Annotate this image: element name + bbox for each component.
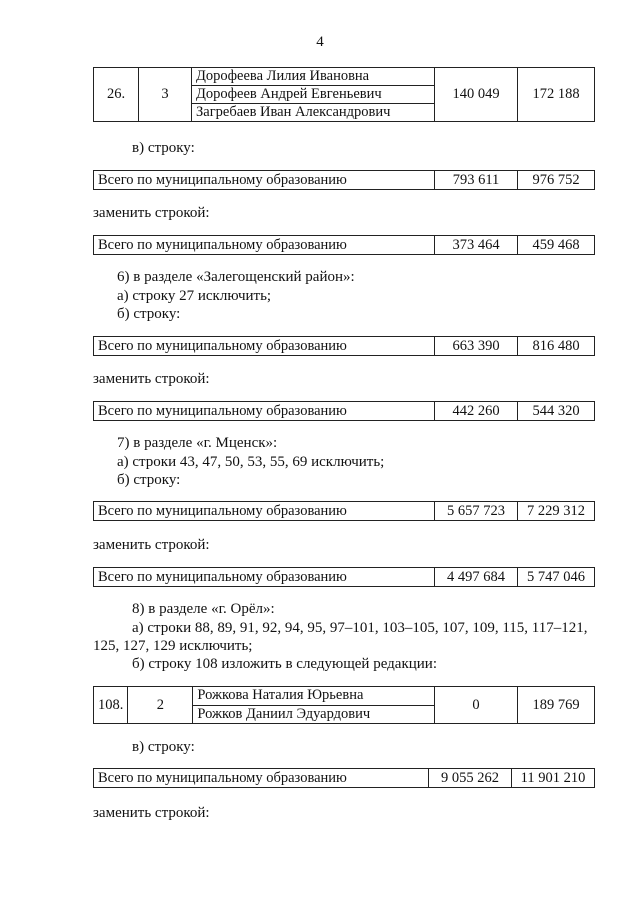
total-value-2: 5 747 046 bbox=[518, 568, 595, 587]
total-label: Всего по муниципальному образованию bbox=[94, 171, 435, 190]
total-value-2: 459 468 bbox=[518, 236, 595, 255]
paragraph-text: заменить строкой: bbox=[93, 371, 210, 387]
member-count: 3 bbox=[139, 68, 192, 122]
value-1: 140 049 bbox=[435, 68, 518, 122]
total-value-1: 442 260 bbox=[435, 402, 518, 421]
total-label: Всего по муниципальному образованию bbox=[94, 502, 435, 521]
total-row bbox=[93, 401, 595, 421]
total-row bbox=[93, 501, 595, 521]
section-heading: 6) в разделе «Залегощенский район»: bbox=[117, 269, 355, 285]
paragraph-text: в) строку: bbox=[132, 739, 195, 755]
member-count: 2 bbox=[128, 687, 193, 724]
paragraph-text: заменить строкой: bbox=[93, 805, 210, 821]
paragraph-text: заменить строкой: bbox=[93, 205, 210, 221]
member-name: Рожкова Наталия Юрьевна bbox=[193, 687, 435, 706]
total-row bbox=[93, 170, 595, 190]
value-1: 0 bbox=[435, 687, 518, 724]
total-value-2: 11 901 210 bbox=[512, 769, 595, 788]
paragraph-text: а) строки 43, 47, 50, 53, 55, 69 исключить; bbox=[117, 454, 385, 470]
total-value-2: 976 752 bbox=[518, 171, 595, 190]
total-value-1: 4 497 684 bbox=[435, 568, 518, 587]
family-row-108 bbox=[93, 686, 595, 724]
paragraph-text: заменить строкой: bbox=[93, 537, 210, 553]
total-label: Всего по муниципальному образованию bbox=[94, 402, 435, 421]
total-value-1: 9 055 262 bbox=[429, 769, 512, 788]
total-label: Всего по муниципальному образованию bbox=[94, 337, 435, 356]
total-label: Всего по муниципальному образованию bbox=[94, 236, 435, 255]
member-name: Загребаев Иван Александрович bbox=[192, 104, 435, 122]
member-name: Дорофеев Андрей Евгеньевич bbox=[192, 86, 435, 104]
total-row bbox=[93, 336, 595, 356]
member-name: Рожков Даниил Эдуардович bbox=[193, 705, 435, 724]
total-value-2: 7 229 312 bbox=[518, 502, 595, 521]
member-name: Дорофеева Лилия Ивановна bbox=[192, 68, 435, 86]
total-value-1: 663 390 bbox=[435, 337, 518, 356]
row-number: 26. bbox=[94, 68, 139, 122]
paragraph-text: б) строку: bbox=[117, 472, 181, 488]
value-2: 189 769 bbox=[518, 687, 595, 724]
paragraph-text: б) строку 108 изложить в следующей редакции: bbox=[132, 656, 437, 672]
total-row bbox=[93, 768, 595, 788]
paragraph-text: а) строку 27 исключить; bbox=[117, 288, 272, 304]
value-2: 172 188 bbox=[518, 68, 595, 122]
total-value-1: 5 657 723 bbox=[435, 502, 518, 521]
total-value-2: 544 320 bbox=[518, 402, 595, 421]
row-number: 108. bbox=[94, 687, 128, 724]
paragraph-text: б) строку: bbox=[117, 306, 181, 322]
total-value-1: 793 611 bbox=[435, 171, 518, 190]
paragraph-text: в) строку: bbox=[132, 140, 195, 156]
family-row-26 bbox=[93, 67, 595, 122]
total-value-2: 816 480 bbox=[518, 337, 595, 356]
page-number: 4 bbox=[316, 34, 324, 50]
section-heading: 7) в разделе «г. Мценск»: bbox=[117, 435, 278, 451]
total-row bbox=[93, 235, 595, 255]
section-heading: 8) в разделе «г. Орёл»: bbox=[132, 601, 275, 617]
total-row bbox=[93, 567, 595, 587]
paragraph-text: а) строки 88, 89, 91, 92, 94, 95, 97–101, 103–105, 107, 109, 115, 117–121, bbox=[132, 620, 588, 636]
total-label: Всего по муниципальному образованию bbox=[94, 769, 429, 788]
total-label: Всего по муниципальному образованию bbox=[94, 568, 435, 587]
total-value-1: 373 464 bbox=[435, 236, 518, 255]
paragraph-text: 125, 127, 129 исключить; bbox=[93, 638, 253, 654]
